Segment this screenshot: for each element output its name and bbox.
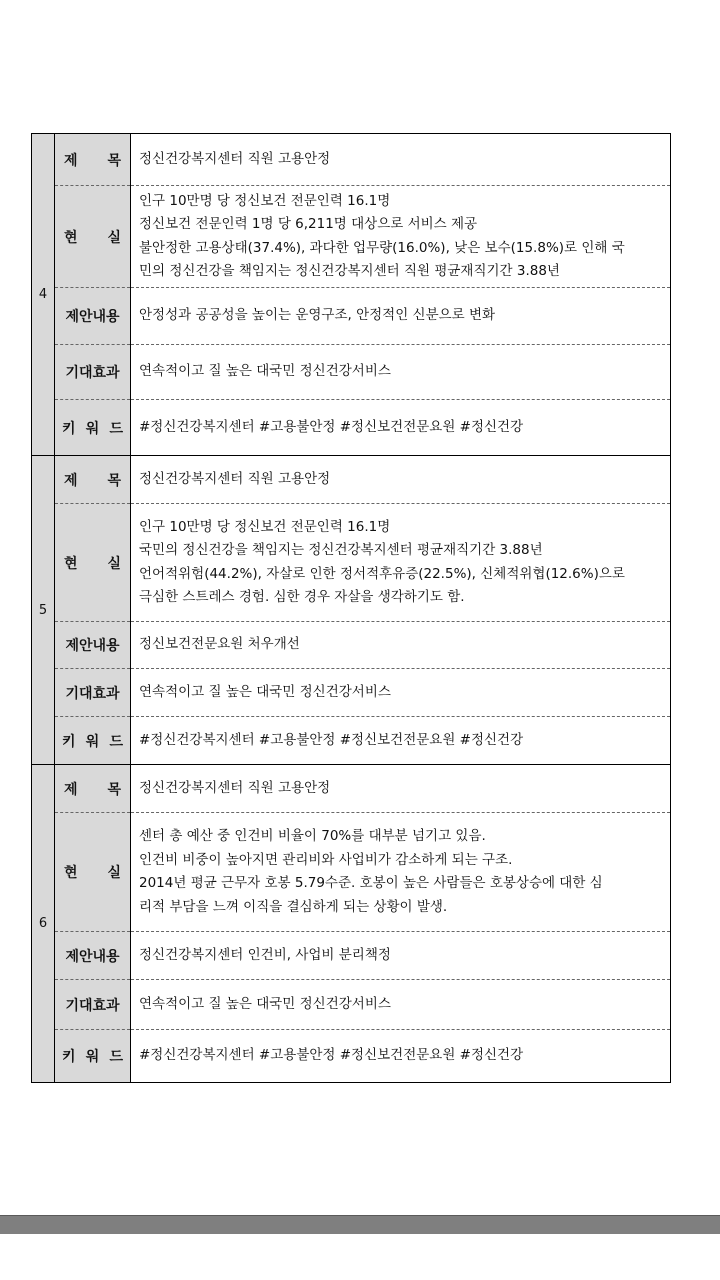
reality-line: 정신보건 전문인력 1명 당 6,211명 대상으로 서비스 제공 bbox=[139, 216, 478, 232]
reality-value bbox=[131, 813, 671, 932]
reality-line: 국민의 정신건강을 책임지는 정신건강복지센터 평균재직기간 3.88년 bbox=[139, 542, 543, 558]
section-5-keyword-row bbox=[32, 717, 671, 765]
proposal-value: 안정성과 공공성을 높이는 운영구조, 안정적인 신분으로 변화 bbox=[131, 288, 671, 345]
section-6-effect-row bbox=[32, 980, 671, 1030]
reality-line: 인건비 비중이 높아지면 관리비와 사업비가 감소하게 되는 구조. bbox=[139, 851, 513, 868]
section-5-title-row bbox=[32, 456, 671, 504]
section-number: 4 bbox=[32, 134, 55, 456]
effect-value: 연속적이고 질 높은 대국민 정신건강서비스 bbox=[131, 345, 671, 400]
section-4-proposal-row bbox=[32, 288, 671, 345]
reality-value bbox=[131, 504, 671, 622]
label-title: 제 목 bbox=[55, 456, 131, 504]
title-value: 정신건강복지센터 직원 고용안정 bbox=[131, 765, 671, 813]
reality-line: 언어적위험(44.2%), 자살로 인한 정서적후유증(22.5%), 신체적위협(12.6%)으로 bbox=[139, 565, 625, 582]
keyword-value: #정신건강복지센터 #고용불안정 #정신보건전문요원 #정신건강 bbox=[131, 400, 671, 456]
effect-value: 연속적이고 질 높은 대국민 정신건강서비스 bbox=[131, 980, 671, 1030]
label-effect: 기대효과 bbox=[55, 669, 131, 717]
section-4-keyword-row bbox=[32, 400, 671, 456]
section-6-proposal-row bbox=[32, 932, 671, 980]
label-proposal: 제안내용 bbox=[55, 622, 131, 669]
label-title: 제 목 bbox=[55, 134, 131, 186]
label-proposal: 제안내용 bbox=[55, 288, 131, 345]
section-4-title-row bbox=[32, 134, 671, 186]
section-5-proposal-row bbox=[32, 622, 671, 669]
section-6-reality-row bbox=[32, 813, 671, 932]
keyword-value: #정신건강복지센터 #고용불안정 #정신보건전문요원 #정신건강 bbox=[131, 717, 671, 765]
proposal-value: 정신보건전문요원 처우개선 bbox=[131, 622, 671, 669]
title-value: 정신건강복지센터 직원 고용안정 bbox=[131, 456, 671, 504]
section-4-effect-row bbox=[32, 345, 671, 400]
section-4-reality-row bbox=[32, 186, 671, 288]
label-reality: 현 실 bbox=[55, 186, 131, 288]
viewer-bottom-bar bbox=[0, 1215, 720, 1234]
reality-value bbox=[131, 186, 671, 288]
label-keyword: 키 워 드 bbox=[55, 717, 131, 765]
reality-line: 인구 10만명 당 정신보건 전문인력 16.1명 bbox=[139, 192, 391, 209]
label-effect: 기대효과 bbox=[55, 980, 131, 1030]
label-proposal: 제안내용 bbox=[55, 932, 131, 980]
reality-line: 인구 10만명 당 정신보건 전문인력 16.1명 bbox=[139, 518, 391, 535]
reality-line: 2014년 평균 근무자 호봉 5.79수준. 호봉이 높은 사람들은 호봉상승에 대한 심 bbox=[139, 875, 603, 891]
label-keyword: 키 워 드 bbox=[55, 400, 131, 456]
reality-line: 극심한 스트레스 경험. 심한 경우 자살을 생각하기도 함. bbox=[139, 589, 465, 605]
keyword-value: #정신건강복지센터 #고용불안정 #정신보건전문요원 #정신건강 bbox=[131, 1030, 671, 1083]
reality-line: 불안정한 고용상태(37.4%), 과다한 업무량(16.0%), 낮은 보수(15.8%)로 인해 국 bbox=[139, 239, 625, 256]
section-5-reality-row bbox=[32, 504, 671, 622]
label-title: 제 목 bbox=[55, 765, 131, 813]
reality-line: 리적 부담을 느껴 이직을 결심하게 되는 상황이 발생. bbox=[139, 898, 448, 915]
label-reality: 현 실 bbox=[55, 504, 131, 622]
effect-value: 연속적이고 질 높은 대국민 정신건강서비스 bbox=[131, 669, 671, 717]
section-6-keyword-row bbox=[32, 1030, 671, 1083]
title-value: 정신건강복지센터 직원 고용안정 bbox=[131, 134, 671, 186]
label-keyword: 키 워 드 bbox=[55, 1030, 131, 1083]
label-reality: 현 실 bbox=[55, 813, 131, 932]
section-6-title-row bbox=[32, 765, 671, 813]
proposal-value: 정신건강복지센터 인건비, 사업비 분리책정 bbox=[131, 932, 671, 980]
section-5-effect-row bbox=[32, 669, 671, 717]
reality-line: 센터 총 예산 중 인건비 비율이 70%를 대부분 넘기고 있음. bbox=[139, 828, 486, 844]
label-effect: 기대효과 bbox=[55, 345, 131, 400]
section-number: 6 bbox=[32, 765, 55, 1083]
proposal-table bbox=[31, 133, 671, 1083]
reality-line: 민의 정신건강을 책임지는 정신건강복지센터 직원 평균재직기간 3.88년 bbox=[139, 263, 560, 279]
section-number: 5 bbox=[32, 456, 55, 765]
